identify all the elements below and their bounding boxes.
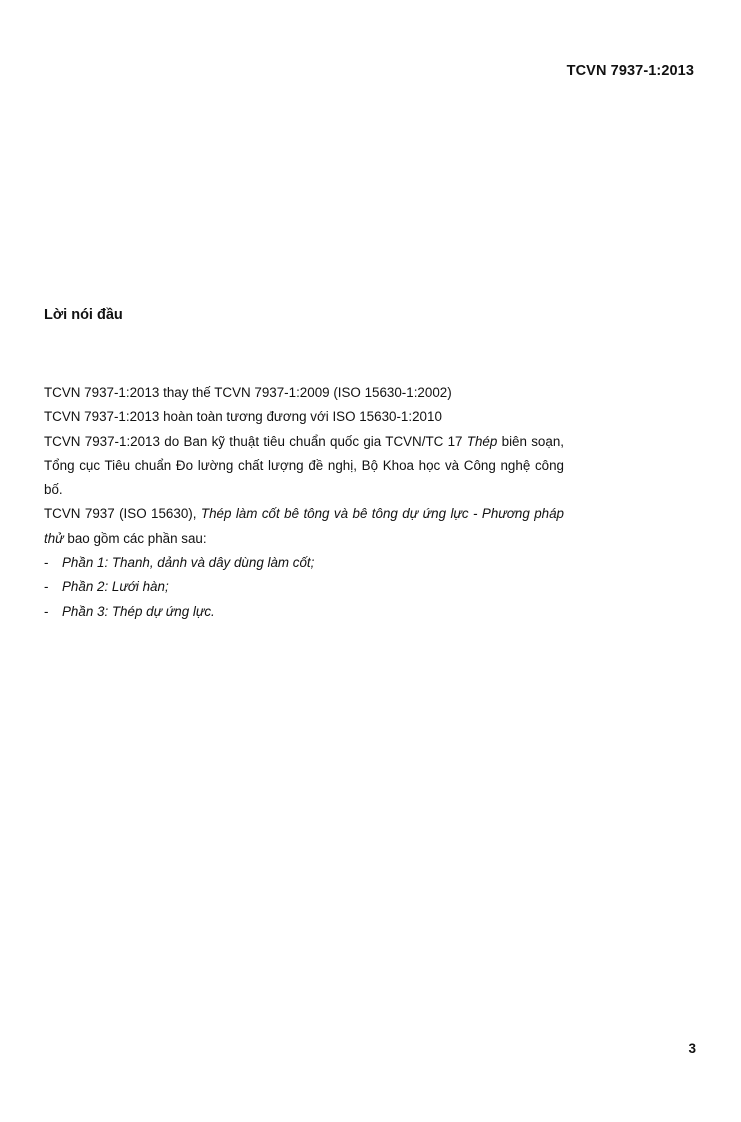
foreword-body — [44, 381, 564, 624]
parts-list — [44, 551, 564, 624]
series-title: Thép làm cốt bê tông và bê tông dự ứng lực - Phương pháp thử — [44, 506, 564, 546]
paragraph-authorship — [44, 430, 564, 503]
list-item-label: Phần 2: Lưới hàn; — [62, 579, 169, 595]
list-item — [44, 575, 564, 599]
paragraph-equivalence: TCVN 7937-1:2013 hoàn toàn tương đương với ISO 15630-1:2010 — [44, 409, 442, 425]
list-dash: - — [44, 603, 49, 619]
standard-code: TCVN 7937-1:2013 — [566, 63, 694, 79]
series-text-end: bao gồm các phần sau: — [63, 530, 207, 546]
list-dash: - — [44, 579, 49, 595]
list-item — [44, 551, 564, 575]
authorship-committee-name: Thép — [466, 433, 498, 449]
list-item-label: Phần 3: Thép dự ứng lực. — [62, 603, 215, 619]
authorship-text-start: TCVN 7937-1:2013 do Ban kỹ thuật tiêu chuẩn quốc gia TCVN/TC 17 — [44, 433, 467, 449]
list-item-label: Phần 1: Thanh, dảnh và dây dùng làm cốt; — [62, 555, 315, 571]
paragraph-replacement: TCVN 7937-1:2013 thay thế TCVN 7937-1:2009 (ISO 15630-1:2002) — [44, 385, 452, 400]
page-number: 3 — [688, 1041, 696, 1056]
paragraph-series — [44, 502, 564, 551]
series-text-start: TCVN 7937 (ISO 15630), — [44, 506, 201, 522]
list-item — [44, 600, 564, 624]
section-heading: Lời nói đầu — [44, 307, 123, 323]
authorship-text-end: biên soạn, Tổng cục Tiêu chuẩn Đo lường chất lượng đề nghị, Bộ Khoa học và Công nghệ công bố. — [44, 433, 564, 498]
list-dash: - — [44, 555, 49, 571]
